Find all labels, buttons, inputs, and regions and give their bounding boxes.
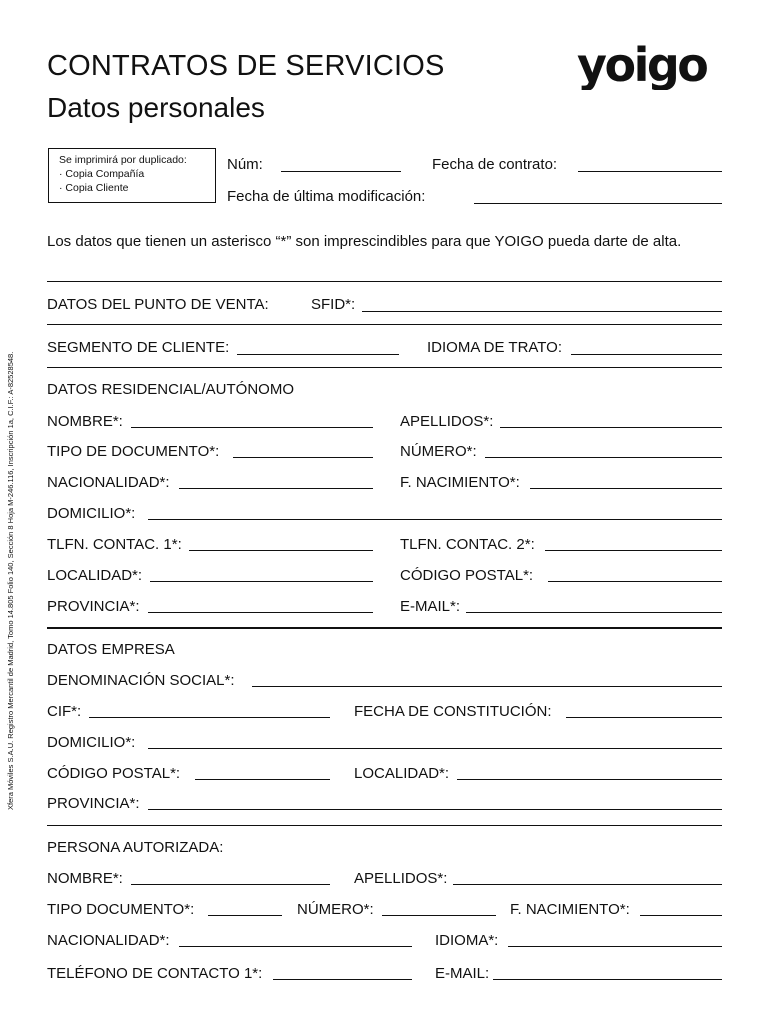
- company-provincia-field[interactable]: [148, 809, 722, 810]
- auth-idioma-field[interactable]: [508, 946, 722, 947]
- nombre-field[interactable]: [131, 427, 373, 428]
- residential-heading: DATOS RESIDENCIAL/AUTÓNOMO: [47, 381, 294, 398]
- domicilio-label: DOMICILIO*:: [47, 505, 136, 522]
- duplicate-note-heading: Se imprimirá por duplicado:: [59, 154, 187, 166]
- last-modified-label: Fecha de última modificación:: [227, 188, 426, 205]
- auth-numero-label: NÚMERO*:: [297, 901, 374, 918]
- divider: [47, 324, 722, 325]
- codigo-postal-label: CÓDIGO POSTAL*:: [400, 567, 534, 584]
- auth-idioma-label: IDIOMA*:: [435, 932, 499, 949]
- auth-apellidos-field[interactable]: [453, 884, 722, 885]
- duplicate-note-item: · Copia Cliente: [59, 182, 129, 194]
- sfid-label: SFID*:: [311, 296, 356, 313]
- divider: [47, 825, 722, 826]
- company-domicilio-field[interactable]: [148, 748, 722, 749]
- company-heading: DATOS EMPRESA: [47, 641, 175, 658]
- num-field[interactable]: [281, 171, 401, 172]
- fecha-constitucion-label: FECHA DE CONSTITUCIÓN:: [354, 703, 552, 720]
- auth-tipo-documento-field[interactable]: [208, 915, 282, 916]
- email-label: E-MAIL*:: [400, 598, 461, 615]
- denominacion-label: DENOMINACIÓN SOCIAL*:: [47, 672, 235, 689]
- cif-label: CIF*:: [47, 703, 82, 720]
- company-localidad-label: LOCALIDAD*:: [354, 765, 450, 782]
- divider: [47, 627, 722, 629]
- tipo-documento-label: TIPO DE DOCUMENTO*:: [47, 443, 220, 460]
- authorized-heading: PERSONA AUTORIZADA:: [47, 839, 224, 856]
- sale-point-label: DATOS DEL PUNTO DE VENTA:: [47, 296, 269, 313]
- language-label: IDIOMA DE TRATO:: [427, 339, 563, 356]
- fecha-constitucion-field[interactable]: [566, 717, 722, 718]
- divider: [47, 367, 722, 368]
- apellidos-label: APELLIDOS*:: [400, 413, 494, 430]
- intro-text: Los datos que tienen un asterisco “*” son imprescindibles para que YOIGO pueda darte de alta.: [47, 233, 682, 250]
- provincia-field[interactable]: [148, 612, 373, 613]
- auth-numero-field[interactable]: [382, 915, 496, 916]
- cif-field[interactable]: [89, 717, 330, 718]
- auth-nacionalidad-label: NACIONALIDAD*:: [47, 932, 170, 949]
- auth-nacionalidad-field[interactable]: [179, 946, 412, 947]
- denominacion-field[interactable]: [252, 686, 722, 687]
- svg-text:yoigo: yoigo: [577, 40, 707, 90]
- email-field[interactable]: [466, 612, 722, 613]
- apellidos-field[interactable]: [500, 427, 722, 428]
- nombre-label: NOMBRE*:: [47, 413, 123, 430]
- codigo-postal-field[interactable]: [548, 581, 722, 582]
- numero-field[interactable]: [485, 457, 722, 458]
- auth-f-nacimiento-label: F. NACIMIENTO*:: [510, 901, 630, 918]
- f-nacimiento-label: F. NACIMIENTO*:: [400, 474, 520, 491]
- tipo-documento-field[interactable]: [233, 457, 373, 458]
- client-segment-label: SEGMENTO DE CLIENTE:: [47, 339, 230, 356]
- contract-date-field[interactable]: [578, 171, 722, 172]
- company-localidad-field[interactable]: [457, 779, 722, 780]
- page-title: CONTRATOS DE SERVICIOS: [47, 50, 445, 82]
- tlfn1-field[interactable]: [189, 550, 373, 551]
- duplicate-note-item: · Copia Compañía: [59, 168, 145, 180]
- last-modified-field[interactable]: [474, 203, 722, 204]
- company-domicilio-label: DOMICILIO*:: [47, 734, 136, 751]
- sfid-field[interactable]: [362, 311, 722, 312]
- provincia-label: PROVINCIA*:: [47, 598, 140, 615]
- auth-nombre-label: NOMBRE*:: [47, 870, 123, 887]
- company-provincia-label: PROVINCIA*:: [47, 795, 140, 812]
- f-nacimiento-field[interactable]: [530, 488, 722, 489]
- client-segment-field[interactable]: [237, 354, 399, 355]
- divider: [47, 281, 722, 282]
- tlfn2-field[interactable]: [545, 550, 722, 551]
- auth-nombre-field[interactable]: [131, 884, 330, 885]
- auth-telefono-label: TELÉFONO DE CONTACTO 1*:: [47, 965, 263, 982]
- auth-email-label: E-MAIL:: [435, 965, 490, 982]
- page-subtitle: Datos personales: [47, 92, 265, 123]
- auth-apellidos-label: APELLIDOS*:: [354, 870, 448, 887]
- nacionalidad-label: NACIONALIDAD*:: [47, 474, 170, 491]
- duplicate-note-box: [48, 148, 216, 203]
- legal-side-note: Xfera Móviles S.A.U. Registro Mercantil de Madrid, Tomo 14.805 Folio 140, Sección 8 Hoja M-246.116, Inscripción 1a, C.I.F.: A-82528548.: [6, 351, 15, 810]
- nacionalidad-field[interactable]: [179, 488, 373, 489]
- auth-email-field[interactable]: [493, 979, 722, 980]
- auth-tipo-documento-label: TIPO DOCUMENTO*:: [47, 901, 195, 918]
- auth-f-nacimiento-field[interactable]: [640, 915, 722, 916]
- num-label: Núm:: [227, 156, 263, 173]
- contract-date-label: Fecha de contrato:: [432, 156, 558, 173]
- tlfn2-label: TLFN. CONTAC. 2*:: [400, 536, 535, 553]
- numero-label: NÚMERO*:: [400, 443, 477, 460]
- tlfn1-label: TLFN. CONTAC. 1*:: [47, 536, 182, 553]
- company-codigo-postal-label: CÓDIGO POSTAL*:: [47, 765, 181, 782]
- company-codigo-postal-field[interactable]: [195, 779, 330, 780]
- localidad-label: LOCALIDAD*:: [47, 567, 143, 584]
- yoigo-logo: [577, 40, 723, 90]
- auth-telefono-field[interactable]: [273, 979, 412, 980]
- localidad-field[interactable]: [150, 581, 373, 582]
- domicilio-field[interactable]: [148, 519, 722, 520]
- language-field[interactable]: [571, 354, 722, 355]
